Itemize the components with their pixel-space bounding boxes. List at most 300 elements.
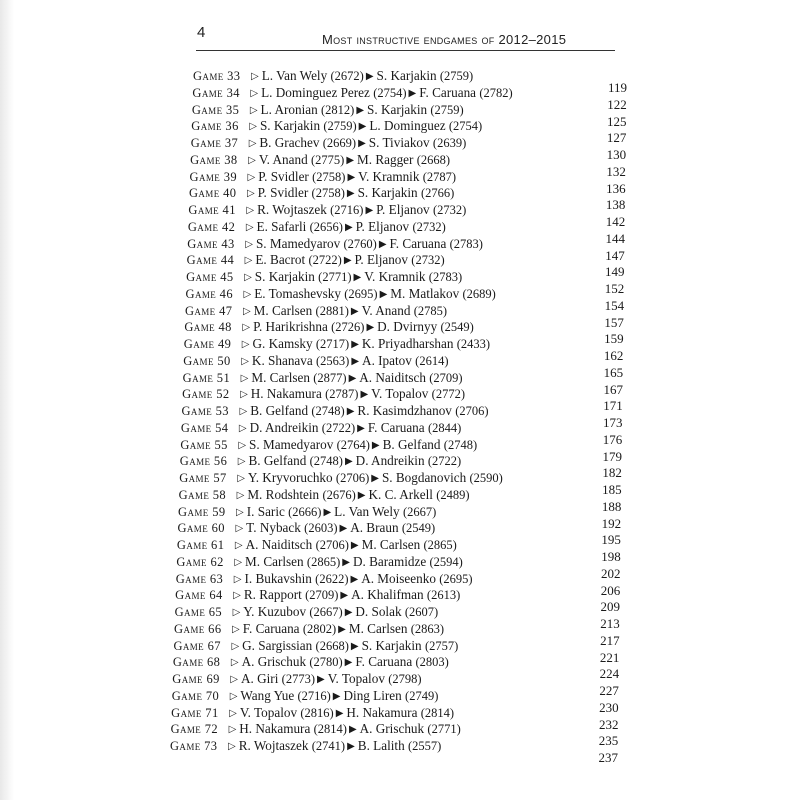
toc-entry [180,437,477,453]
toc-page-number: 132 [606,163,626,179]
black-rating: (2433) [456,337,491,351]
black-to-move-icon: ▶ [344,657,353,669]
white-player: Wang Yue [240,687,295,703]
white-player: I. Saric [246,503,285,519]
toc-entry [187,252,445,268]
white-player: P. Svidler [258,168,309,184]
game-number: Game 35 [191,102,240,117]
white-rating: (2668) [315,638,349,653]
game-label [186,286,242,302]
white-player: P. Svidler [257,185,309,201]
toc-page-number: 213 [600,616,620,631]
white-to-move-icon: ▷ [246,188,255,200]
white-to-move-icon: ▷ [236,489,245,501]
game-number: Game 43 [187,236,235,251]
black-player: P. Eljanov [355,218,410,234]
black-player: B. Lalith [357,738,405,753]
white-to-move-icon: ▷ [237,456,246,468]
white-rating: (2775) [310,152,345,167]
white-player: A. Giri [241,671,279,686]
black-to-move-icon: ▶ [371,439,380,451]
toc-entry [188,202,466,218]
white-to-move-icon: ▷ [248,154,256,166]
toc-page-number: 217 [600,632,620,648]
black-player: V. Topalov [371,386,429,402]
white-player: D. Andreikin [249,419,319,435]
toc-page-number: 232 [598,716,619,732]
toc-page-number: 167 [603,381,623,397]
black-to-move-icon: ▶ [343,255,352,267]
white-rating: (2706) [335,471,370,485]
game-label [187,236,243,252]
black-to-move-icon: ▶ [323,506,332,518]
toc-entry [177,520,435,536]
toc-page-number: 230 [599,699,619,715]
toc-page-number: 157 [604,314,624,330]
game-number: Game 41 [188,203,236,217]
game-number: Game 49 [183,337,232,351]
black-player: L. Van Wely [334,503,400,519]
toc-entry [191,135,467,151]
toc-entry [173,638,458,654]
toc-page-number: 149 [605,264,625,280]
white-player: M. Rodshtein [247,486,320,502]
black-rating: (2783) [449,236,483,251]
white-rating: (2603) [304,521,338,536]
white-to-move-icon: ▷ [241,355,249,367]
game-label [176,554,232,570]
black-rating: (2639) [432,136,467,150]
game-label [190,169,246,185]
game-number: Game 65 [174,605,223,619]
toc-entry [176,554,463,570]
black-to-move-icon: ▶ [346,188,355,200]
black-player: A. Moiseenko [361,570,436,586]
black-rating: (2709) [429,370,463,385]
white-player: S. Karjakin [254,269,315,284]
page-number: 4 [197,24,206,41]
game-number: Game 60 [177,521,225,536]
toc-entry [172,688,439,704]
toc-entry [192,85,512,101]
white-player: E. Safarli [256,218,307,234]
game-label [180,453,236,469]
black-to-move-icon: ▶ [348,724,357,736]
black-rating: (2489) [436,487,470,502]
toc-page-number: 221 [599,649,620,665]
white-rating: (2773) [281,672,315,686]
white-rating: (2716) [297,688,331,703]
white-to-move-icon: ▷ [230,657,239,669]
white-player: T. Nyback [246,520,301,536]
toc-page-number: 195 [601,532,621,548]
white-player: A. Grischuk [241,654,307,670]
game-label [180,437,236,453]
toc-page-number: 227 [599,683,619,698]
black-player: M. Carlsen [348,620,408,636]
white-player: H. Nakamura [250,386,322,402]
game-number: Game 64 [175,588,223,603]
white-rating: (2865) [306,554,341,569]
toc-entry [192,102,464,118]
game-number: Game 72 [170,722,219,737]
black-rating: (2549) [401,521,436,536]
toc-page-number: 237 [598,750,618,765]
black-to-move-icon: ▶ [358,121,367,133]
black-to-move-icon: ▶ [408,87,417,99]
black-player: A. Khalifman [351,587,424,603]
toc-page-number: 188 [601,498,622,514]
toc-entry [171,721,461,737]
white-rating: (2759) [323,119,357,134]
black-to-move-icon: ▶ [342,556,350,568]
white-player: M. Carlsen [251,369,310,385]
toc-entry [177,537,457,553]
black-to-move-icon: ▶ [317,674,325,685]
black-player: V. Topalov [327,671,385,686]
black-rating: (2785) [413,303,448,318]
black-to-move-icon: ▶ [347,171,356,183]
toc-entry [190,152,450,168]
toc-entry [175,604,439,620]
white-to-move-icon: ▷ [229,707,237,719]
black-player: M. Ragger [357,151,414,167]
white-rating: (2656) [309,219,343,234]
black-rating: (2803) [415,655,449,670]
white-player: M. Carlsen [245,553,304,569]
toc-entry [181,420,461,436]
toc-entry [182,386,465,402]
white-rating: (2717) [315,337,350,351]
black-to-move-icon: ▶ [335,707,344,719]
game-number: Game 53 [181,404,229,418]
toc-entry [184,319,473,335]
white-rating: (2814) [313,722,347,737]
white-rating: (2716) [330,203,364,217]
black-rating: (2732) [432,203,467,217]
toc-page-number: 179 [602,448,623,464]
toc-page-number: 206 [600,582,621,598]
white-rating: (2816) [300,705,334,720]
black-player: A. Ipatov [362,352,412,368]
game-label [184,319,240,335]
toc-page-number: 125 [607,113,627,129]
white-rating: (2780) [309,655,343,670]
black-player: V. Kramnik [358,168,420,184]
game-label [183,353,239,369]
white-rating: (2709) [305,588,339,603]
black-player: A. Braun [350,520,399,536]
white-to-move-icon: ▷ [240,389,248,401]
white-to-move-icon: ▷ [246,205,255,216]
game-label [191,118,247,134]
white-player: K. Shanava [251,352,313,368]
white-rating: (2812) [320,102,355,117]
white-player: E. Tomashevsky [254,285,341,301]
black-player: L. Dominguez [369,118,446,134]
black-to-move-icon: ▶ [344,221,353,233]
black-player: B. Gelfand [382,436,441,452]
game-number: Game 57 [179,471,227,485]
white-rating: (2722) [308,253,342,268]
black-player: P. Eljanov [354,252,408,268]
white-to-move-icon: ▷ [242,305,251,317]
game-number: Game 48 [184,320,232,335]
game-number: Game 71 [171,705,219,720]
white-to-move-icon: ▷ [238,422,247,434]
black-rating: (2614) [415,353,449,368]
white-player: V. Topalov [239,704,298,720]
white-player: R. Wojtaszek [257,202,327,217]
black-rating: (2732) [412,219,446,234]
toc-entry [186,286,496,302]
game-label [188,202,244,218]
white-to-move-icon: ▷ [234,540,243,551]
toc-entry [183,353,448,369]
toc-entry [171,705,454,721]
game-number: Game 56 [179,454,228,469]
black-player: P. Eljanov [376,202,430,217]
black-to-move-icon: ▶ [351,339,359,350]
white-rating: (2877) [313,370,347,385]
toc-page-number: 154 [604,297,625,313]
game-number: Game 68 [172,655,221,670]
white-to-move-icon: ▷ [234,556,243,568]
game-label [172,671,228,687]
white-rating: (2622) [315,571,349,586]
white-player: A. Naiditsch [245,537,313,552]
game-number: Game 34 [192,85,240,100]
white-rating: (2764) [336,437,370,452]
black-to-move-icon: ▶ [347,741,355,752]
game-number: Game 42 [187,219,236,234]
white-rating: (2787) [325,387,359,402]
white-rating: (2667) [309,605,343,619]
game-label [173,654,229,670]
toc-entry [182,403,489,419]
game-label [175,587,231,603]
game-label [179,487,235,503]
black-to-move-icon: ▶ [356,104,365,116]
white-player: M. Carlsen [253,302,313,318]
black-rating: (2754) [448,119,483,134]
white-rating: (2881) [315,303,349,318]
black-to-move-icon: ▶ [366,322,375,334]
black-player: Ding Liren [343,687,402,703]
game-number: Game 46 [185,286,233,301]
toc-entry [175,587,460,603]
game-label [170,738,226,754]
black-rating: (2772) [431,387,465,402]
white-to-move-icon: ▷ [244,255,253,267]
game-label [189,185,245,201]
white-to-move-icon: ▷ [230,674,238,685]
toc-entry [188,219,446,235]
game-number: Game 59 [178,504,226,519]
toc-page-number: 119 [607,80,627,95]
black-rating: (2722) [427,454,462,469]
game-label [182,386,238,402]
white-rating: (2754) [373,85,407,100]
game-number: Game 70 [171,688,220,703]
game-label [177,537,233,553]
black-rating: (2798) [388,672,422,686]
game-number: Game 69 [172,672,220,686]
black-rating: (2594) [429,554,463,569]
black-player: S. Bogdanovich [381,470,467,485]
toc-entry [190,169,457,185]
toc-page-number: 192 [601,515,622,531]
white-rating: (2771) [318,270,352,284]
toc-page-number: 171 [603,398,623,414]
black-player: D. Baramidze [352,553,427,569]
white-to-move-icon: ▷ [250,87,259,99]
white-to-move-icon: ▷ [235,523,244,535]
black-to-move-icon: ▶ [353,272,362,283]
white-to-move-icon: ▷ [248,138,257,149]
game-number: Game 37 [190,136,239,150]
game-label [177,520,233,536]
black-rating: (2844) [427,420,462,435]
black-to-move-icon: ▶ [339,523,348,535]
running-head-title: Most instructive endgames of 2012–2015 [322,32,567,47]
black-to-move-icon: ▶ [358,138,366,149]
black-player: M. Carlsen [361,537,421,552]
black-player: K. C. Arkell [368,486,433,502]
toc-entry [184,336,490,352]
white-player: L. Van Wely [261,68,328,83]
white-rating: (2748) [311,404,345,418]
black-player: S. Karjakin [367,101,428,117]
toc-entry [174,621,444,637]
white-to-move-icon: ▷ [244,272,252,283]
white-rating: (2758) [312,169,346,184]
game-label [193,68,249,84]
game-label [174,621,230,637]
black-rating: (2590) [469,471,503,485]
black-player: D. Dvirnyy [377,319,438,335]
black-to-move-icon: ▶ [332,690,341,702]
toc-page-number: 209 [600,599,621,615]
white-to-move-icon: ▷ [240,372,249,384]
black-rating: (2668) [416,152,451,167]
white-rating: (2563) [316,353,350,368]
toc-page-number: 185 [602,482,622,497]
toc-page-number: 136 [606,180,626,196]
toc-page-number: 144 [605,230,625,246]
black-rating: (2689) [462,286,496,301]
game-label [171,705,227,721]
white-to-move-icon: ▷ [245,238,253,250]
black-player: F. Caruana [367,419,425,435]
black-rating: (2787) [422,169,457,184]
black-rating: (2759) [430,102,464,117]
game-number: Game 50 [183,353,231,368]
black-to-move-icon: ▶ [351,355,360,367]
white-to-move-icon: ▷ [232,623,240,635]
white-player: S. Mamedyarov [249,436,334,452]
toc-entry [170,738,441,754]
toc-entry [185,303,447,319]
game-number: Game 63 [175,571,224,586]
black-to-move-icon: ▶ [344,456,353,468]
white-player: G. Kamsky [252,336,313,351]
white-to-move-icon: ▷ [228,741,236,752]
game-number: Game 66 [174,621,222,636]
white-player: R. Wojtaszek [238,738,309,753]
toc-entry [183,370,463,386]
game-label [186,269,242,285]
black-rating: (2613) [426,588,461,603]
game-number: Game 47 [184,303,233,318]
game-number: Game 62 [176,554,224,569]
white-rating: (2666) [288,504,322,519]
black-player: S. Karjakin [376,68,437,83]
white-player: S. Karjakin [259,118,321,134]
black-player: S. Karjakin [361,637,422,653]
white-to-move-icon: ▷ [236,506,244,518]
toc-page-number: 147 [605,247,625,263]
black-to-move-icon: ▶ [350,640,359,652]
white-rating: (2706) [315,538,349,552]
white-to-move-icon: ▷ [237,473,245,484]
black-rating: (2695) [439,571,473,586]
toc-entry [189,185,454,201]
game-number: Game 40 [188,186,237,201]
toc-page-number: 152 [604,281,625,296]
toc-entry [178,504,436,520]
toc-page-number: 202 [600,565,621,581]
black-player: K. Priyadharshan [361,336,454,351]
toc-page-number: 224 [599,666,620,682]
game-label [176,571,232,587]
black-to-move-icon: ▶ [365,71,374,82]
white-rating: (2726) [331,320,365,335]
black-rating: (2706) [455,404,489,418]
black-rating: (2732) [411,253,445,268]
toc-page-number: 130 [606,147,627,162]
white-to-move-icon: ▷ [249,121,257,133]
toc-entry [191,118,482,134]
black-to-move-icon: ▶ [365,205,374,216]
white-player: B. Gelfand [248,453,307,469]
black-to-move-icon: ▶ [340,590,349,602]
toc-entry [180,453,461,469]
game-label [172,688,228,704]
game-number: Game 67 [173,638,221,653]
game-number: Game 36 [191,119,239,134]
game-number: Game 39 [189,169,237,184]
toc-page-number: 122 [607,96,627,112]
black-player: A. Naiditsch [359,369,426,385]
white-player: L. Aronian [260,101,318,117]
black-to-move-icon: ▶ [357,489,366,501]
white-player: I. Bukavshin [244,570,312,586]
game-label [188,219,244,235]
game-label [183,370,239,386]
black-player: F. Caruana [389,235,447,251]
black-rating: (2865) [423,538,457,552]
toc-page-number: 159 [604,331,624,347]
black-player: V. Kramnik [364,269,426,284]
toc-page-number: 182 [602,465,622,481]
black-to-move-icon: ▶ [346,154,355,166]
black-rating: (2667) [402,504,437,519]
toc-page-number: 138 [605,197,626,213]
white-player: Y. Kuzubov [243,604,307,619]
toc-page-number: 165 [603,364,624,380]
black-to-move-icon: ▶ [348,372,357,384]
